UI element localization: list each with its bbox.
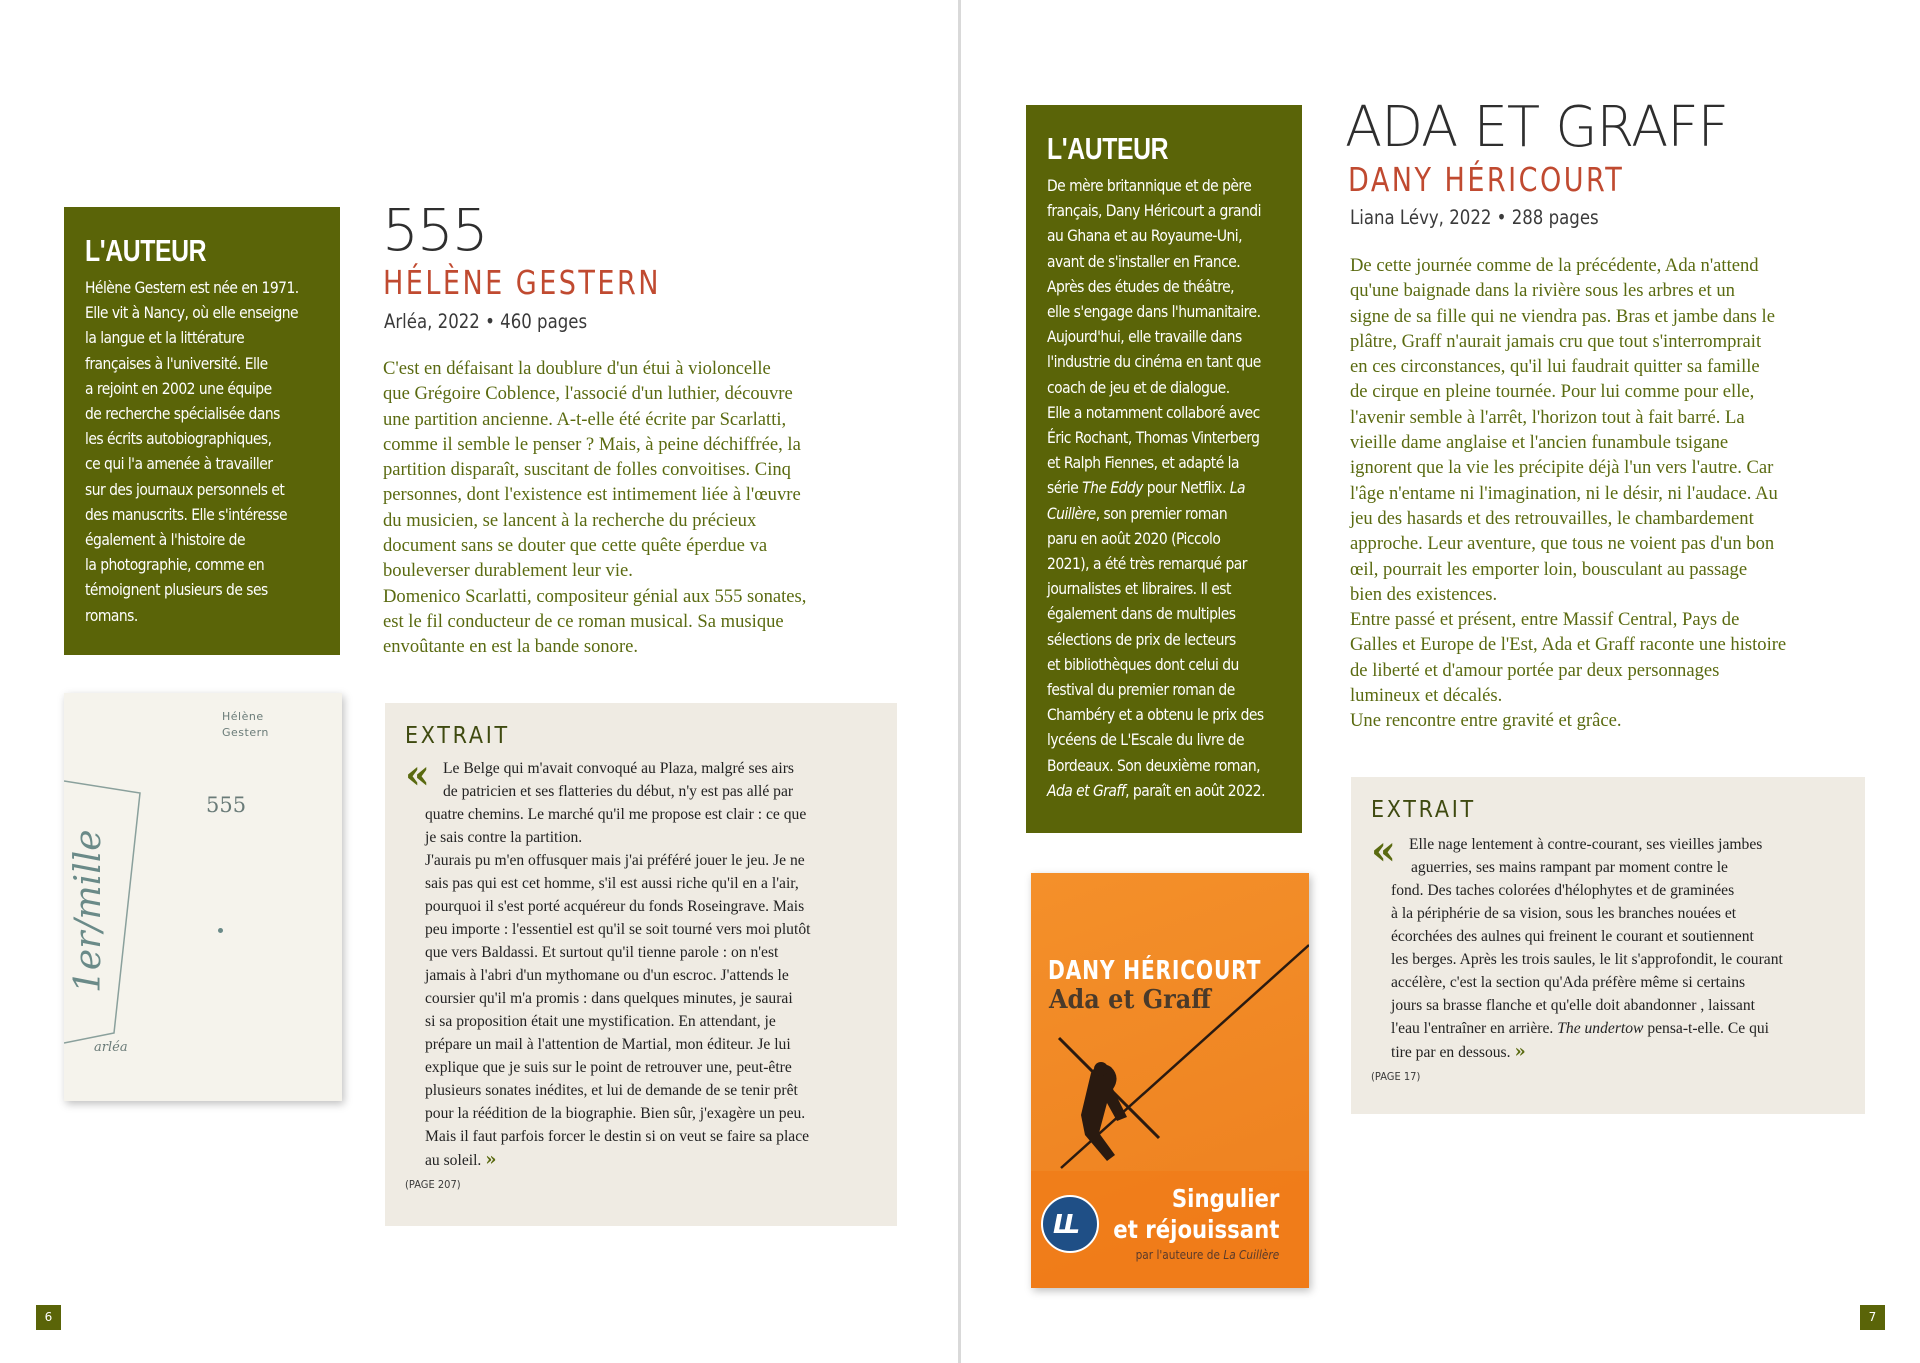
bio-line: sur des journaux personnels et [85, 479, 285, 499]
synopsis-line: Entre passé et présent, entre Massif Central, Pays de [1350, 609, 1740, 631]
bio-text: , son premier roman [1095, 503, 1228, 523]
bio-line: romans. [85, 605, 138, 625]
extrait-heading: EXTRAIT [405, 723, 510, 749]
quote-line: écorchées des aulnes qui freinent le courant et soutiennent [1391, 928, 1754, 945]
author-bio [1047, 173, 1282, 803]
page-number-left: 6 [36, 1305, 61, 1330]
cover-title: 555 [206, 793, 247, 817]
quote-line: à la périphérie de sa vision, sous les branches nouées et [1391, 905, 1737, 922]
author-bio [85, 275, 320, 628]
cover-author-line: Hélène [222, 710, 264, 723]
quote-line: quatre chemins. Le marché qu'il me propose est clair : ce que [425, 806, 807, 823]
bio-line: de recherche spécialisée dans [85, 404, 280, 424]
bio-line: elle s'engage dans l'humanitaire. [1047, 302, 1261, 322]
quote-line: si sa proposition était une mystification. En attendant, je [425, 1013, 776, 1030]
bio-line: la langue et la littérature [85, 328, 245, 348]
bio-line: De mère britannique et de père [1047, 176, 1252, 195]
synopsis-line: de liberté et d'amour portée par deux personnages [1350, 659, 1720, 681]
bio-line: festival du premier roman de [1047, 680, 1235, 700]
publisher-logo [1041, 1195, 1099, 1253]
bio-line: paru en août 2020 (Piccolo [1047, 528, 1221, 548]
author-box-left [64, 207, 340, 655]
quote-line: de patricien et ses flatteries du début, n'y est pas allé par [443, 783, 794, 800]
bio-text: pour Netflix. [1142, 478, 1230, 498]
bio-text: série [1047, 478, 1083, 498]
synopsis-line: partition disparaît, suscitant de folles convoitises. Cinq [383, 459, 791, 481]
extrait-quote [1371, 827, 1847, 1064]
synopsis-line: l'âge n'entame ni l'imagination, ni le désir, ni l'audace. Au [1350, 482, 1778, 504]
bio-line: sélections de prix de lecteurs [1047, 629, 1236, 649]
quote-line: jamais à l'abri d'un mythomane ou d'un escroc. J'attends le [425, 967, 789, 984]
close-quote-mark: » [1514, 1041, 1526, 1062]
author-heading: L'AUTEUR [1047, 131, 1169, 166]
bio-line: des manuscrits. Elle s'intéresse [85, 504, 288, 524]
quote-italic: The undertow [1557, 1020, 1644, 1037]
synopsis-line: bouleverser durablement leur vie. [383, 560, 633, 582]
bio-line: journalistes et libraires. Il est [1047, 579, 1231, 599]
bio-line: également à l'histoire de [85, 530, 246, 550]
synopsis-line: document sans se douter que cette quête éperdue va [383, 535, 768, 557]
bio-line: lycéens de L'Escale du livre de [1047, 730, 1245, 750]
bio-line: Elle vit à Nancy, où elle enseigne [85, 303, 299, 323]
bio-italic-title: La [1229, 478, 1245, 498]
bio-line [1047, 778, 1265, 803]
quote-line: jours sa brasse flanche et qu'elle doit abandonner , laissant [1391, 997, 1755, 1014]
cover-author-line: Gestern [222, 726, 269, 739]
bio-italic-title: The Eddy [1082, 478, 1143, 498]
cover-byline-text: par l'auteure de [1135, 1248, 1224, 1262]
extrait-page-ref: (PAGE 207) [405, 1178, 461, 1191]
bio-line: Bordeaux. Son deuxième roman, [1047, 755, 1261, 775]
extrait-box-left [385, 703, 897, 1226]
quote-text: pensa-t-elle. Ce qui [1643, 1020, 1769, 1037]
bio-line: également dans de multiples [1047, 604, 1236, 624]
bio-italic-title: Ada et Graff [1047, 780, 1126, 800]
quote-line: accélère, c'est la section qu'Ada préfère même si certains [1391, 974, 1746, 991]
bio-line: avant de s'installer en France. [1047, 251, 1241, 271]
synopsis-line: du musicien, se lancent à la recherche du précieux [383, 509, 757, 531]
open-quote-mark: « [405, 751, 430, 798]
quote-line: je sais contre la partition. [425, 829, 583, 846]
quote-line-text: tire par en dessous. [1391, 1044, 1511, 1061]
book-cover-ada-et-graff [1031, 873, 1309, 1288]
cover-byline [1135, 1248, 1279, 1262]
quote-line: pour la réédition de la biographie. Bien sûr, j'exagère un peu. [425, 1105, 806, 1122]
quote-line: aguerries, ses mains rampant par moment contre le [1411, 859, 1728, 876]
bio-line: ce qui l'a amenée à travailler [85, 454, 273, 474]
synopsis-line: comme il semble le penser ? Mais, à peine déchiffrée, la [383, 433, 801, 455]
synopsis-line: une partition ancienne. A-t-elle été écrite par Scarlatti, [383, 408, 787, 430]
cover-author [222, 709, 269, 741]
bio-line: a rejoint en 2002 une équipe [85, 378, 272, 398]
bio-line: Éric Rochant, Thomas Vinterberg [1047, 428, 1260, 448]
page-number-right: 7 [1860, 1305, 1885, 1330]
bio-line: coach de jeu et de dialogue. [1047, 377, 1230, 397]
synopsis-line: jeu des hasards et des retrouvailles, le chambardement [1350, 507, 1754, 529]
quote-line: pourquoi il s'est porté acquéreur du fonds Roseingrave. Mais [425, 898, 805, 915]
quote-line-text: au soleil. [425, 1152, 482, 1169]
quote-line: coursier qu'il m'a promis : dans quelques minutes, je saurai [425, 990, 793, 1007]
quote-line: Elle nage lentement à contre-courant, ses vieilles jambes [1409, 836, 1763, 853]
author-box-right [1026, 105, 1302, 833]
cover-tagline [1113, 1183, 1279, 1245]
bio-line: la photographie, comme en [85, 555, 265, 575]
synopsis-line: signe de sa fille qui ne viendra pas. Bras et jambe dans le [1350, 305, 1775, 327]
author-heading: L'AUTEUR [85, 233, 207, 268]
book-publication: Arléa, 2022 • 460 pages [384, 310, 588, 333]
bio-line: Aujourd'hui, elle travaille dans [1047, 327, 1242, 347]
bio-line: françaises à l'université. Elle [85, 353, 268, 373]
quote-line: prépare un mail à l'attention de Martial, mon éditeur. Je lui [425, 1036, 791, 1053]
synopsis-line: en ces circonstances, qu'il lui faudrait quitter sa famille [1350, 356, 1760, 378]
cover-byline-title: La Cuillère [1223, 1248, 1279, 1262]
book-title: ADA ET GRAFF [1345, 95, 1728, 160]
bio-line: les écrits autobiographiques, [85, 429, 272, 449]
synopsis-line: ignorent que la vie les précipite déjà l'un vers l'autre. Car [1350, 457, 1774, 479]
cover-tagline-line: et réjouissant [1112, 1215, 1279, 1244]
publisher-logo-text: LL [1053, 1210, 1075, 1240]
synopsis-line: envoûtante en est la bande sonore. [383, 636, 639, 658]
bio-line: Elle a notamment collaboré avec [1047, 402, 1260, 422]
bio-line: français, Dany Héricourt a grandi [1047, 201, 1261, 221]
synopsis-line: de cirque en pleine tournée. Pour lui comme pour elle, [1350, 381, 1755, 403]
book-title: 555 [382, 196, 487, 264]
cover-tagline-line: Singulier [1171, 1184, 1279, 1213]
synopsis-line: plâtre, Graff n'aurait jamais cru que tout s'interromprait [1350, 330, 1762, 352]
synopsis-line: qu'une baignade dans la rivière sous les arbres et un [1350, 280, 1735, 302]
cover-series-label: 1er/mille [68, 829, 109, 993]
extrait-heading: EXTRAIT [1371, 797, 1476, 823]
cover-title: Ada et Graff [1049, 985, 1211, 1015]
synopsis-line: Une rencontre entre gravité et grâce. [1350, 710, 1622, 732]
quote-line: explique que je suis sur le point de retrouver une, peut-être [425, 1059, 792, 1076]
bio-line: Hélène Gestern est née en 1971. [85, 278, 299, 297]
bio-line: et bibliothèques dont celui du [1047, 654, 1239, 674]
synopsis-line: lumineux et décalés. [1350, 685, 1503, 707]
quote-text: l'eau l'entraîner en arrière. [1391, 1020, 1558, 1037]
bio-text: , paraît en août 2022. [1125, 780, 1265, 800]
quote-line: sais pas qui est cet homme, s'il est aussi riche qu'il en a l'air, [425, 875, 799, 892]
bio-line: au Ghana et au Royaume-Uni, [1047, 226, 1242, 246]
synopsis-line: De cette journée comme de la précédente, Ada n'attend [1350, 255, 1759, 276]
bio-line: 2021), a été très remarqué par [1047, 554, 1247, 574]
synopsis-line: vieille dame anglaise et l'ancien funambule tsigane [1350, 432, 1729, 454]
synopsis-line: est le fil conducteur de ce roman musical. Sa musique [383, 610, 784, 632]
synopsis-line: bien des existences. [1350, 583, 1498, 605]
close-quote-mark: » [485, 1149, 497, 1170]
page-spine [958, 0, 961, 1363]
synopsis-line: l'avenir semble à l'arrêt, l'horizon tout à fait barré. La [1350, 406, 1745, 428]
cover-publisher: arléa [94, 1040, 128, 1055]
extrait-page-ref: (PAGE 17) [1371, 1070, 1421, 1083]
synopsis [1350, 253, 1786, 734]
quote-line: fond. Des taches colorées d'hélophytes et de graminées [1391, 882, 1735, 899]
bio-line: Après des études de théâtre, [1047, 276, 1235, 296]
bio-italic-title: Cuillère [1047, 503, 1096, 523]
synopsis-line: Domenico Scarlatti, compositeur génial aux 555 sonates, [383, 585, 807, 607]
bio-line: Chambéry et a obtenu le prix des [1047, 705, 1264, 725]
bio-line [1047, 475, 1254, 500]
bio-line [1047, 501, 1254, 526]
quote-line: plusieurs sonates inédites, et lui de demande de se tenir prêt [425, 1082, 798, 1099]
quote-line: J'aurais pu m'en offusquer mais j'ai préféré jouer le jeu. Je ne [425, 852, 805, 869]
bio-line: l'industrie du cinéma en tant que [1047, 352, 1261, 372]
quote-line-last [1391, 1040, 1847, 1064]
synopsis-line: personnes, dont l'existence est intimement liée à l'œuvre [383, 484, 801, 506]
synopsis [383, 356, 806, 660]
cover-dot [218, 928, 223, 933]
quote-line-last [425, 1148, 879, 1172]
synopsis-line: Galles et Europe de l'Est, Ada et Graff raconte une histoire [1350, 634, 1787, 656]
quote-line: peu importe : l'essentiel est qu'il se soit tourné vers moi plutôt [425, 921, 811, 938]
bio-line: témoignent plusieurs de ses [85, 580, 268, 600]
book-cover-555 [64, 693, 342, 1101]
synopsis-line: œil, pourrait les emporter loin, bousculant au passage [1350, 558, 1748, 580]
synopsis-line: approche. Leur aventure, que tous ne voient pas d'un bon [1350, 533, 1775, 555]
cover-author: DANY HÉRICOURT [1048, 956, 1262, 986]
quote-line: Mais il faut parfois forcer le destin si on veut se faire sa place [425, 1128, 810, 1145]
quote-line: que vers Baldassi. Et surtout qu'il tienne parole : on n'est [425, 944, 779, 961]
book-publication: Liana Lévy, 2022 • 288 pages [1350, 206, 1599, 229]
open-quote-mark: « [1371, 827, 1396, 874]
book-author: DANY HÉRICOURT [1348, 160, 1625, 199]
quote-line: les berges. Après les trois saules, le lit s'approfondit, le courant [1391, 951, 1783, 968]
extrait-quote [405, 751, 879, 1172]
quote-line [1391, 1017, 1847, 1040]
book-author: HÉLÈNE GESTERN [383, 263, 661, 302]
extrait-box-right [1351, 777, 1865, 1114]
synopsis-line: que Grégoire Coblence, l'associé d'un luthier, découvre [383, 383, 793, 405]
bio-line: et Ralph Fiennes, et adapté la [1047, 453, 1239, 473]
quote-line: Le Belge qui m'avait convoqué au Plaza, malgré ses airs [443, 760, 794, 777]
synopsis-line: C'est en défaisant la doublure d'un étui à violoncelle [383, 358, 771, 379]
